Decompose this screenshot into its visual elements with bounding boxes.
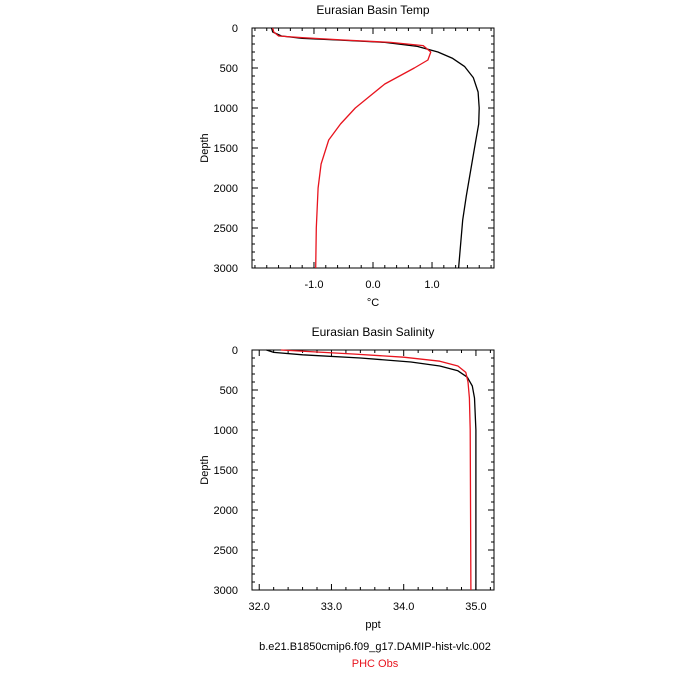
plot-frame [252, 28, 494, 268]
y-tick-label: 3000 [213, 585, 238, 597]
chart-panel-temp [199, 3, 494, 309]
y-tick-label: 2500 [213, 223, 238, 235]
x-axis-label: °C [366, 297, 380, 309]
series-line-obs [281, 350, 471, 590]
x-tick-label: 33.0 [320, 601, 343, 613]
series-line-model [266, 350, 476, 590]
series-line-obs [273, 28, 431, 268]
y-tick-label: 1500 [213, 465, 238, 477]
x-tick-label: 1.0 [424, 279, 440, 291]
x-tick-label: 35.0 [465, 601, 487, 613]
x-tick-label: 34.0 [392, 601, 415, 613]
y-tick-label: 0 [231, 345, 238, 357]
legend-obs-label: PHC Obs [351, 658, 399, 670]
x-axis-label: ppt [365, 619, 381, 631]
y-tick-label: 3000 [213, 263, 238, 275]
y-tick-label: 1000 [213, 103, 238, 115]
y-tick-label: 1000 [213, 425, 238, 437]
y-tick-label: 500 [219, 63, 238, 75]
chart-title: Eurasian Basin Salinity [311, 325, 435, 339]
x-tick-label: 32.0 [248, 601, 270, 613]
x-tick-label: -1.0 [304, 279, 324, 291]
chart-title: Eurasian Basin Temp [316, 3, 430, 17]
y-tick-label: 1500 [213, 143, 238, 155]
y-tick-label: 0 [231, 23, 238, 35]
legend-model-label: b.e21.B1850cmip6.f09_g17.DAMIP-hist-vlc.002 [259, 641, 491, 653]
y-tick-label: 2500 [213, 545, 238, 557]
x-tick-label: 0.0 [365, 279, 381, 291]
plot-frame [252, 350, 494, 590]
y-tick-label: 2000 [213, 505, 238, 517]
y-axis-label: Depth [199, 133, 211, 163]
chart-panel-salinity [199, 325, 494, 631]
y-tick-label: 2000 [213, 183, 238, 195]
y-tick-label: 500 [219, 385, 238, 397]
y-axis-label: Depth [199, 455, 211, 485]
series-line-model [272, 28, 480, 268]
